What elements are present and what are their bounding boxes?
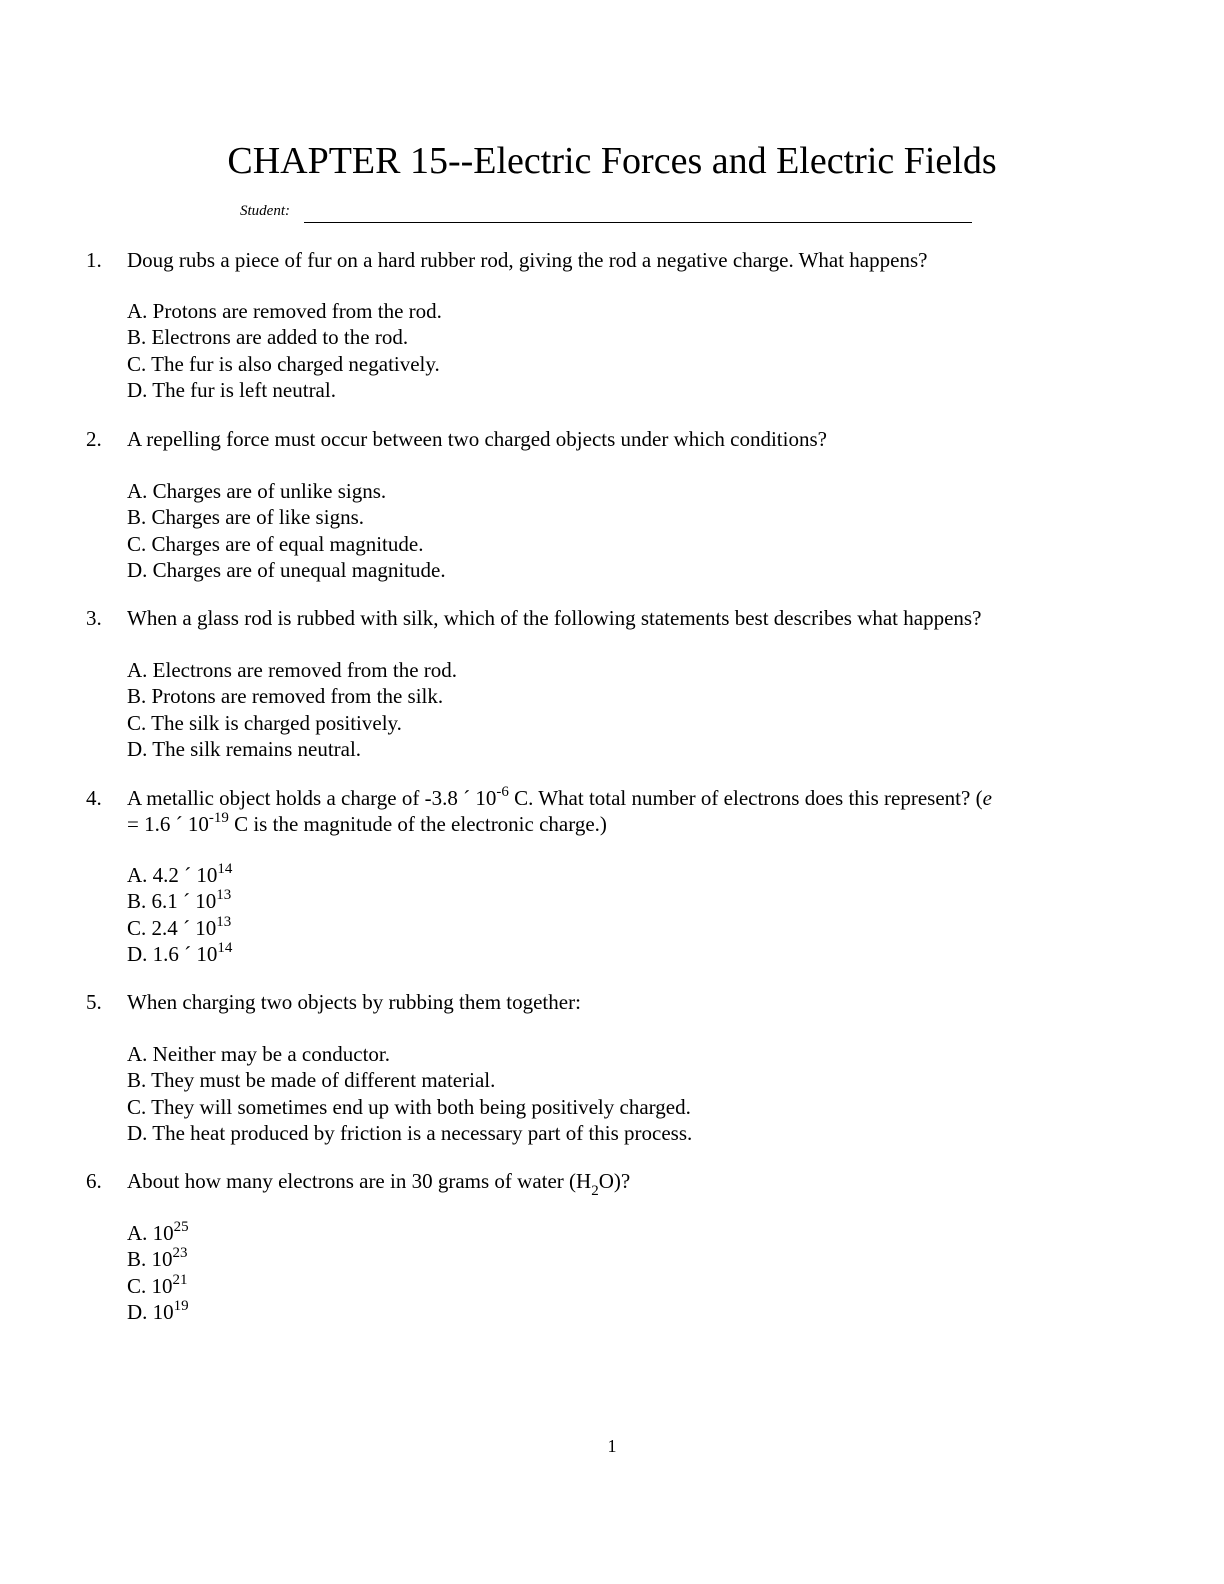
page-title: CHAPTER 15--Electric Forces and Electric Fields <box>227 140 997 182</box>
choice-d: D. The silk remains neutral. <box>127 737 362 762</box>
exponent: -6 <box>496 784 509 800</box>
choice-base: A. 4.2 ´ 10 <box>127 863 218 887</box>
choice-b: B. They must be made of different material. <box>127 1068 496 1093</box>
choice-c: C. Charges are of equal magnitude. <box>127 531 424 556</box>
exponent: 14 <box>217 861 233 877</box>
exponent: 25 <box>173 1219 189 1235</box>
text-part: A metallic object holds a charge of -3.8 ´ 10 <box>127 786 497 810</box>
choices-6 <box>127 1220 189 1326</box>
question-text: When charging two objects by rubbing them together: <box>127 990 581 1014</box>
choice-c: C. The silk is charged positively. <box>127 710 402 735</box>
text-part: = 1.6 ´ 10 <box>127 812 209 837</box>
exponent: 21 <box>172 1271 188 1288</box>
choice-a: A. Protons are removed from the rod. <box>127 299 442 323</box>
choice-d: D. The heat produced by friction is a necessary part of this process. <box>127 1121 693 1146</box>
question-text-line-1 <box>127 785 1127 811</box>
choices-3 <box>127 657 457 763</box>
choice-b: B. Electrons are added to the rod. <box>127 325 409 350</box>
choices-2 <box>127 478 446 584</box>
question-text: Doug rubs a piece of fur on a hard rubber rod, giving the rod a negative charge. What happens? <box>127 248 928 272</box>
page-number: 1 <box>607 1436 617 1456</box>
question-text <box>127 785 1127 838</box>
exponent: 19 <box>173 1298 189 1315</box>
choice-a: A. Electrons are removed from the rod. <box>127 658 458 682</box>
student-label: Student: <box>240 203 290 219</box>
choice-base: D. 10 <box>127 1300 174 1325</box>
choice-a: A. Charges are of unlike signs. <box>127 479 387 503</box>
choice-base: A. 10 <box>127 1221 174 1245</box>
choice-b <box>127 888 232 914</box>
subscript: 2 <box>591 1182 599 1199</box>
choice-base: B. 10 <box>127 1247 173 1272</box>
exponent: 23 <box>172 1245 188 1262</box>
choice-c <box>127 1273 189 1299</box>
text-part: C is the magnitude of the electronic charge.) <box>228 812 607 837</box>
question-number: 5. <box>86 990 102 1014</box>
question-number: 3. <box>86 606 102 630</box>
question-text: A repelling force must occur between two charged objects under which conditions? <box>127 427 827 451</box>
symbol-e: e <box>982 786 992 810</box>
exponent: -19 <box>208 810 229 827</box>
choice-c <box>127 915 232 941</box>
question-number: 2. <box>86 427 102 451</box>
choice-c: C. They will sometimes end up with both being positively charged. <box>127 1094 691 1119</box>
text-part: O)? <box>598 1169 631 1193</box>
choice-b: B. Protons are removed from the silk. <box>127 684 444 709</box>
choice-a <box>127 1220 189 1246</box>
choice-b <box>127 1246 189 1272</box>
text-part: About how many electrons are in 30 grams of water (H <box>127 1169 592 1193</box>
exponent: 13 <box>216 913 232 930</box>
exponent: 14 <box>217 940 233 957</box>
text-part: C. What total number of electrons does this represent? ( <box>508 786 983 810</box>
choice-d <box>127 941 232 967</box>
choice-base: C. 2.4 ´ 10 <box>127 915 217 940</box>
choice-d: D. Charges are of unequal magnitude. <box>127 558 446 583</box>
choice-a: A. Neither may be a conductor. <box>127 1042 390 1066</box>
choices-5 <box>127 1041 692 1147</box>
question-text: When a glass rod is rubbed with silk, which of the following statements best describes what happens? <box>127 606 982 630</box>
choices-4 <box>127 862 232 968</box>
choice-d <box>127 1299 189 1325</box>
choice-base: B. 6.1 ´ 10 <box>127 889 217 914</box>
choice-d: D. The fur is left neutral. <box>127 378 336 403</box>
question-number: 1. <box>86 248 102 272</box>
question-text <box>127 1168 1127 1199</box>
choices-1 <box>127 298 442 404</box>
question-number: 4. <box>86 786 102 810</box>
question-text-line-2 <box>127 811 1127 837</box>
choice-base: C. 10 <box>127 1273 173 1298</box>
choice-c: C. The fur is also charged negatively. <box>127 351 440 376</box>
choice-b: B. Charges are of like signs. <box>127 505 364 530</box>
exponent: 13 <box>216 887 232 904</box>
choice-a <box>127 862 232 888</box>
question-number: 6. <box>86 1169 102 1193</box>
student-name-line <box>304 222 972 223</box>
choice-base: D. 1.6 ´ 10 <box>127 942 218 967</box>
